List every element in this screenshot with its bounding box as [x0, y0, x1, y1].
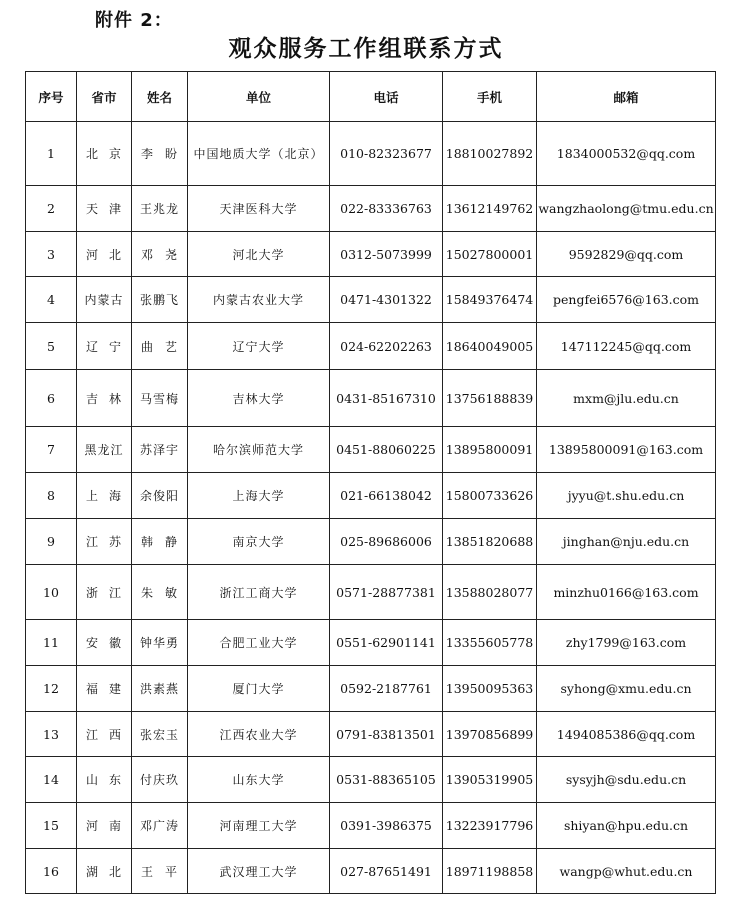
- cell-name: 钟华勇: [132, 620, 188, 666]
- cell-province: [77, 757, 132, 803]
- cell-province-char: 天: [86, 202, 100, 216]
- cell-province-char: 上: [86, 489, 100, 503]
- cell-index: 12: [26, 666, 77, 712]
- cell-unit: 合肥工业大学: [188, 620, 330, 666]
- cell-province-char: 浙: [86, 585, 100, 600]
- cell-index: 11: [26, 620, 77, 666]
- cell-email: 9592829@qq.com: [537, 232, 716, 277]
- cell-province-char: 江: [86, 727, 100, 742]
- cell-email: minzhu0166@163.com: [537, 565, 716, 620]
- cell-province: 内蒙古: [77, 277, 132, 323]
- cell-mobile: 13756188839: [443, 370, 537, 427]
- cell-province: [77, 519, 132, 565]
- cell-province-char: 苏: [108, 535, 122, 549]
- cell-name: 余俊阳: [132, 473, 188, 519]
- table-row: [26, 519, 716, 565]
- cell-unit: 厦门大学: [188, 666, 330, 712]
- cell-phone: 0592-2187761: [330, 666, 443, 712]
- cell-phone: 0531-88365105: [330, 757, 443, 803]
- cell-unit: 内蒙古农业大学: [188, 277, 330, 323]
- cell-unit: 江西农业大学: [188, 712, 330, 757]
- cell-province-char: 山: [86, 773, 100, 787]
- table-row: [26, 666, 716, 712]
- cell-mobile: 13970856899: [443, 712, 537, 757]
- cell-email: wangp@whut.edu.cn: [537, 849, 716, 894]
- cell-phone: 0471-4301322: [330, 277, 443, 323]
- cell-index: 3: [26, 232, 77, 277]
- cell-province: [77, 620, 132, 666]
- cell-index: 7: [26, 427, 77, 473]
- cell-name-char: 李: [141, 147, 155, 161]
- cell-email: sysyjh@sdu.edu.cn: [537, 757, 716, 803]
- cell-province: [77, 803, 132, 849]
- cell-province-char: 河: [86, 247, 100, 262]
- cell-email: pengfei6576@163.com: [537, 277, 716, 323]
- cell-province-char: 福: [86, 682, 100, 696]
- cell-name-char: 尧: [164, 247, 178, 262]
- cell-province: [77, 186, 132, 232]
- cell-unit: 南京大学: [188, 519, 330, 565]
- cell-phone: 0431-85167310: [330, 370, 443, 427]
- cell-name-char: 韩: [141, 535, 155, 549]
- cell-province: 黑龙江: [77, 427, 132, 473]
- table-row: [26, 370, 716, 427]
- cell-province: [77, 122, 132, 186]
- cell-index: 9: [26, 519, 77, 565]
- cell-index: 6: [26, 370, 77, 427]
- cell-unit: 武汉理工大学: [188, 849, 330, 894]
- cell-province-char: 河: [86, 819, 100, 833]
- cell-province-char: 南: [108, 819, 122, 833]
- cell-index: 4: [26, 277, 77, 323]
- cell-name-char: 盼: [164, 147, 178, 161]
- cell-province: [77, 712, 132, 757]
- contacts-table: [25, 71, 716, 894]
- cell-mobile: 15800733626: [443, 473, 537, 519]
- cell-email: mxm@jlu.edu.cn: [537, 370, 716, 427]
- cell-mobile: 13612149762: [443, 186, 537, 232]
- header-phone: 电话: [330, 72, 443, 122]
- cell-phone: 024-62202263: [330, 323, 443, 370]
- cell-province: [77, 323, 132, 370]
- header-unit: 单位: [188, 72, 330, 122]
- cell-province-char: 林: [108, 391, 122, 406]
- cell-email: wangzhaolong@tmu.edu.cn: [537, 186, 716, 232]
- header-index: 序号: [26, 72, 77, 122]
- cell-email: 147112245@qq.com: [537, 323, 716, 370]
- header-email: 邮箱: [537, 72, 716, 122]
- table-row: [26, 712, 716, 757]
- cell-mobile: 15027800001: [443, 232, 537, 277]
- cell-name: 付庆玖: [132, 757, 188, 803]
- cell-name: [132, 849, 188, 894]
- cell-province-char: 徽: [108, 636, 122, 650]
- table-header-row: [26, 72, 716, 122]
- cell-province: [77, 666, 132, 712]
- cell-name: [132, 323, 188, 370]
- cell-province: [77, 565, 132, 620]
- cell-index: 2: [26, 186, 77, 232]
- cell-index: 14: [26, 757, 77, 803]
- cell-name-char: 艺: [164, 339, 178, 354]
- cell-phone: 0391-3986375: [330, 803, 443, 849]
- cell-province-char: 江: [86, 535, 100, 549]
- cell-mobile: 18640049005: [443, 323, 537, 370]
- cell-unit: 山东大学: [188, 757, 330, 803]
- cell-phone: 0312-5073999: [330, 232, 443, 277]
- cell-name: 苏泽宇: [132, 427, 188, 473]
- cell-phone: 0551-62901141: [330, 620, 443, 666]
- cell-name-char: 王: [141, 864, 155, 879]
- cell-mobile: 15849376474: [443, 277, 537, 323]
- cell-unit: 河北大学: [188, 232, 330, 277]
- cell-name-char: 平: [164, 864, 178, 879]
- cell-name: 张宏玉: [132, 712, 188, 757]
- cell-unit: 中国地质大学（北京）: [188, 122, 330, 186]
- cell-mobile: 13851820688: [443, 519, 537, 565]
- cell-mobile: 18971198858: [443, 849, 537, 894]
- table-row: [26, 620, 716, 666]
- table-row: [26, 323, 716, 370]
- table-body: [26, 122, 716, 894]
- attachment-label: 附件 2：: [95, 10, 173, 31]
- cell-unit: 吉林大学: [188, 370, 330, 427]
- table-row: [26, 803, 716, 849]
- cell-mobile: 18810027892: [443, 122, 537, 186]
- cell-email: 1494085386@qq.com: [537, 712, 716, 757]
- table-row: [26, 427, 716, 473]
- cell-province-char: 江: [108, 585, 122, 600]
- cell-email: 1834000532@qq.com: [537, 122, 716, 186]
- cell-name-char: 曲: [141, 339, 155, 354]
- cell-province-char: 西: [108, 727, 122, 742]
- cell-name: [132, 565, 188, 620]
- page-title: 观众服务工作组联系方式: [228, 36, 504, 62]
- cell-name: 洪素燕: [132, 666, 188, 712]
- header-name: 姓名: [132, 72, 188, 122]
- cell-province-char: 北: [86, 147, 100, 161]
- cell-mobile: 13588028077: [443, 565, 537, 620]
- cell-province: [77, 473, 132, 519]
- cell-name-char: 静: [164, 535, 178, 549]
- cell-email: jyyu@t.shu.edu.cn: [537, 473, 716, 519]
- table-row: [26, 849, 716, 894]
- cell-mobile: 13905319905: [443, 757, 537, 803]
- cell-index: 13: [26, 712, 77, 757]
- cell-mobile: 13223917796: [443, 803, 537, 849]
- cell-province-char: 安: [86, 636, 100, 650]
- table-row: [26, 232, 716, 277]
- cell-unit: 哈尔滨师范大学: [188, 427, 330, 473]
- cell-index: 16: [26, 849, 77, 894]
- cell-province-char: 北: [108, 864, 122, 879]
- table-row: [26, 565, 716, 620]
- cell-mobile: 13355605778: [443, 620, 537, 666]
- cell-phone: 022-83336763: [330, 186, 443, 232]
- cell-email: zhy1799@163.com: [537, 620, 716, 666]
- cell-province-char: 津: [108, 202, 122, 216]
- cell-phone: 025-89686006: [330, 519, 443, 565]
- header-province: 省市: [77, 72, 132, 122]
- cell-name-char: 朱: [141, 585, 155, 600]
- cell-name: 马雪梅: [132, 370, 188, 427]
- cell-name: 邓广涛: [132, 803, 188, 849]
- table-row: [26, 122, 716, 186]
- cell-unit: 上海大学: [188, 473, 330, 519]
- cell-mobile: 13895800091: [443, 427, 537, 473]
- cell-phone: 0571-28877381: [330, 565, 443, 620]
- cell-index: 8: [26, 473, 77, 519]
- cell-province-char: 湖: [86, 864, 100, 879]
- table-row: [26, 186, 716, 232]
- cell-phone: 010-82323677: [330, 122, 443, 186]
- table-row: [26, 277, 716, 323]
- cell-index: 15: [26, 803, 77, 849]
- cell-province: [77, 370, 132, 427]
- cell-phone: 0791-83813501: [330, 712, 443, 757]
- cell-name: [132, 232, 188, 277]
- cell-province-char: 京: [108, 147, 122, 161]
- cell-unit: 浙江工商大学: [188, 565, 330, 620]
- cell-index: 5: [26, 323, 77, 370]
- cell-name-char: 邓: [141, 247, 155, 262]
- cell-name-char: 敏: [164, 585, 178, 600]
- cell-province-char: 建: [108, 682, 122, 696]
- cell-name: [132, 519, 188, 565]
- cell-name: [132, 122, 188, 186]
- cell-email: jinghan@nju.edu.cn: [537, 519, 716, 565]
- cell-province-char: 海: [108, 489, 122, 503]
- cell-phone: 027-87651491: [330, 849, 443, 894]
- table-row: [26, 473, 716, 519]
- cell-index: 1: [26, 122, 77, 186]
- cell-province-char: 辽: [86, 339, 100, 354]
- cell-province: [77, 849, 132, 894]
- cell-email: shiyan@hpu.edu.cn: [537, 803, 716, 849]
- cell-email: 13895800091@163.com: [537, 427, 716, 473]
- cell-email: syhong@xmu.edu.cn: [537, 666, 716, 712]
- cell-index: 10: [26, 565, 77, 620]
- header-mobile: 手机: [443, 72, 537, 122]
- cell-unit: 河南理工大学: [188, 803, 330, 849]
- cell-province-char: 宁: [108, 339, 122, 354]
- cell-unit: 天津医科大学: [188, 186, 330, 232]
- cell-phone: 021-66138042: [330, 473, 443, 519]
- cell-name: 王兆龙: [132, 186, 188, 232]
- cell-unit: 辽宁大学: [188, 323, 330, 370]
- cell-mobile: 13950095363: [443, 666, 537, 712]
- cell-name: 张鹏飞: [132, 277, 188, 323]
- cell-phone: 0451-88060225: [330, 427, 443, 473]
- cell-province-char: 北: [108, 247, 122, 262]
- cell-province-char: 吉: [86, 391, 100, 406]
- cell-province-char: 东: [108, 773, 122, 787]
- table-row: [26, 757, 716, 803]
- cell-province: [77, 232, 132, 277]
